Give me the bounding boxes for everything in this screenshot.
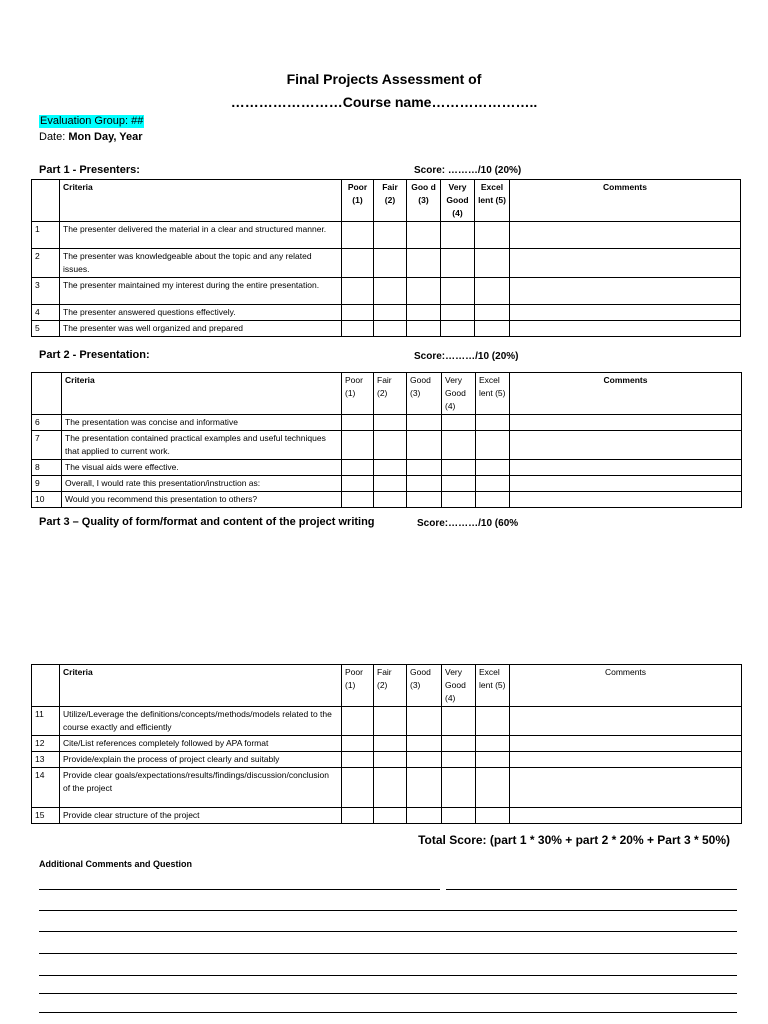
rating-cell[interactable] xyxy=(342,278,374,305)
part3-score: Score:………/10 (60% xyxy=(417,518,519,529)
rating-cell[interactable] xyxy=(476,476,510,492)
rating-header-very-good: Very Good (4) xyxy=(442,665,476,707)
rating-cell[interactable] xyxy=(442,476,476,492)
rating-cell[interactable] xyxy=(476,492,510,508)
rating-header-very-good: Very Good (4) xyxy=(442,373,476,415)
comment-line[interactable] xyxy=(39,993,737,994)
comment-cell[interactable] xyxy=(510,415,742,431)
rating-cell[interactable] xyxy=(442,492,476,508)
rating-header-fair: Fair (2) xyxy=(374,665,407,707)
date-value: Mon Day, Year xyxy=(68,131,143,143)
criterion-text: Utilize/Leverage the definitions/concepts/methods/models related to the course exactly and efficiently xyxy=(60,707,342,736)
rating-header-good: Goo d (3) xyxy=(407,180,441,222)
part2-title: Part 2 - Presentation: xyxy=(39,349,150,361)
rating-cell[interactable] xyxy=(407,415,442,431)
criterion-text: Provide clear structure of the project xyxy=(60,808,342,824)
table-row xyxy=(32,460,742,476)
rating-cell[interactable] xyxy=(476,736,510,752)
comment-cell[interactable] xyxy=(510,249,741,278)
rating-cell[interactable] xyxy=(374,492,407,508)
comment-cell[interactable] xyxy=(510,707,742,736)
table-row xyxy=(32,305,741,321)
criterion-text: Provide clear goals/expectations/results/findings/discussion/conclusion of the project xyxy=(60,768,342,808)
criterion-text: The presentation was concise and informative xyxy=(62,415,342,431)
additional-comments-label: Additional Comments and Question xyxy=(39,859,193,869)
row-number: 9 xyxy=(32,476,62,492)
rating-cell[interactable] xyxy=(442,752,476,768)
table-row xyxy=(32,707,742,736)
rating-cell[interactable] xyxy=(407,808,442,824)
comment-cell[interactable] xyxy=(510,736,742,752)
criterion-text: Provide/explain the process of project clearly and suitably xyxy=(60,752,342,768)
rating-cell[interactable] xyxy=(374,321,407,337)
row-number: 12 xyxy=(32,736,60,752)
rating-cell[interactable] xyxy=(407,736,442,752)
comment-line[interactable] xyxy=(39,931,737,932)
rating-cell[interactable] xyxy=(442,415,476,431)
table-row xyxy=(32,278,741,305)
table-row xyxy=(32,768,742,808)
rating-cell[interactable] xyxy=(475,249,510,278)
rating-cell[interactable] xyxy=(342,222,374,249)
rating-cell[interactable] xyxy=(342,768,374,808)
rating-cell[interactable] xyxy=(374,431,407,460)
comments-header: Comments xyxy=(510,180,741,222)
row-number: 4 xyxy=(32,305,60,321)
criterion-text: The presenter answered questions effectively. xyxy=(60,305,342,321)
rating-cell[interactable] xyxy=(476,431,510,460)
rating-cell[interactable] xyxy=(342,752,374,768)
row-number: 3 xyxy=(32,278,60,305)
rating-cell[interactable] xyxy=(374,249,407,278)
table-row xyxy=(32,476,742,492)
rating-cell[interactable] xyxy=(342,431,374,460)
rating-cell[interactable] xyxy=(442,707,476,736)
rating-cell[interactable] xyxy=(441,222,475,249)
comment-line[interactable] xyxy=(39,975,737,976)
rating-cell[interactable] xyxy=(342,415,374,431)
rating-header-excellent: Excel lent (5) xyxy=(475,180,510,222)
row-number: 13 xyxy=(32,752,60,768)
rating-header-excellent: Excel lent (5) xyxy=(476,665,510,707)
comment-cell[interactable] xyxy=(510,222,741,249)
rating-header-poor: Poor (1) xyxy=(342,180,374,222)
part1-table xyxy=(31,179,741,337)
comment-cell[interactable] xyxy=(510,476,742,492)
row-number: 10 xyxy=(32,492,62,508)
rating-cell[interactable] xyxy=(342,249,374,278)
table-row xyxy=(32,249,741,278)
rating-header-fair: Fair (2) xyxy=(374,373,407,415)
date-label: Date: xyxy=(39,131,69,143)
comment-line[interactable] xyxy=(39,953,737,954)
rating-cell[interactable] xyxy=(374,305,407,321)
rating-cell[interactable] xyxy=(407,460,442,476)
rating-cell[interactable] xyxy=(476,768,510,808)
rating-cell[interactable] xyxy=(342,707,374,736)
rating-cell[interactable] xyxy=(374,736,407,752)
rating-cell[interactable] xyxy=(476,460,510,476)
table-row xyxy=(32,321,741,337)
rating-cell[interactable] xyxy=(374,278,407,305)
row-number: 5 xyxy=(32,321,60,337)
comments-header: Comments xyxy=(510,373,742,415)
rating-cell[interactable] xyxy=(374,707,407,736)
comment-line[interactable] xyxy=(39,1012,737,1013)
rating-cell[interactable] xyxy=(476,415,510,431)
criterion-text: The presenter was well organized and prepared xyxy=(60,321,342,337)
criterion-text: The presenter was knowledgeable about the topic and any related issues. xyxy=(60,249,342,278)
rating-cell[interactable] xyxy=(441,249,475,278)
row-number: 15 xyxy=(32,808,60,824)
rating-cell[interactable] xyxy=(342,492,374,508)
rating-cell[interactable] xyxy=(374,752,407,768)
criterion-text: The presenter delivered the material in a clear and structured manner. xyxy=(60,222,342,249)
rating-cell[interactable] xyxy=(442,808,476,824)
comment-cell[interactable] xyxy=(510,305,741,321)
criterion-text: Would you recommend this presentation to others? xyxy=(62,492,342,508)
rating-cell[interactable] xyxy=(475,321,510,337)
part2-score: Score:………/10 (20%) xyxy=(414,351,519,362)
evaluation-group: Evaluation Group: ## xyxy=(40,115,144,127)
rating-header-poor: Poor (1) xyxy=(342,373,374,415)
rating-header-very-good: Very Good (4) xyxy=(441,180,475,222)
table-header-row xyxy=(32,373,742,415)
rating-cell[interactable] xyxy=(407,768,442,808)
rating-cell[interactable] xyxy=(407,752,442,768)
table-row xyxy=(32,736,742,752)
table-header-row xyxy=(32,665,742,707)
rating-cell[interactable] xyxy=(475,278,510,305)
rating-cell[interactable] xyxy=(441,278,475,305)
rating-cell[interactable] xyxy=(442,768,476,808)
table-header-row xyxy=(32,180,741,222)
rating-cell[interactable] xyxy=(407,278,441,305)
row-number: 8 xyxy=(32,460,62,476)
comment-cell[interactable] xyxy=(510,321,741,337)
rating-cell[interactable] xyxy=(374,808,407,824)
course-name-title: ……………………Course name………………….. xyxy=(230,94,538,110)
rating-header-good: Good (3) xyxy=(407,665,442,707)
criteria-header: Criteria xyxy=(60,180,342,222)
comment-line[interactable] xyxy=(446,889,737,890)
rating-header-good: Good (3) xyxy=(407,373,442,415)
rating-cell[interactable] xyxy=(342,736,374,752)
rating-cell[interactable] xyxy=(407,492,442,508)
rating-cell[interactable] xyxy=(407,476,442,492)
rating-cell[interactable] xyxy=(476,707,510,736)
rating-cell[interactable] xyxy=(342,476,374,492)
comment-line[interactable] xyxy=(39,910,737,911)
rating-cell[interactable] xyxy=(407,321,441,337)
table-row xyxy=(32,492,742,508)
comments-header: Comments xyxy=(510,665,742,707)
rating-cell[interactable] xyxy=(442,460,476,476)
rating-cell[interactable] xyxy=(374,460,407,476)
rating-cell[interactable] xyxy=(476,808,510,824)
page-title: Final Projects Assessment of xyxy=(286,71,482,87)
criterion-text: Cite/List references completely followed by APA format xyxy=(60,736,342,752)
rating-cell[interactable] xyxy=(407,222,441,249)
rating-cell[interactable] xyxy=(476,752,510,768)
row-number: 6 xyxy=(32,415,62,431)
date-line xyxy=(39,131,143,143)
comment-cell[interactable] xyxy=(510,431,742,460)
rating-cell[interactable] xyxy=(441,321,475,337)
rating-cell[interactable] xyxy=(441,305,475,321)
rating-cell[interactable] xyxy=(374,415,407,431)
table-row xyxy=(32,415,742,431)
rating-cell[interactable] xyxy=(475,222,510,249)
rating-cell[interactable] xyxy=(442,736,476,752)
rating-cell[interactable] xyxy=(374,476,407,492)
rating-header-fair: Fair (2) xyxy=(374,180,407,222)
rating-cell[interactable] xyxy=(407,431,442,460)
criterion-text: Overall, I would rate this presentation/instruction as: xyxy=(62,476,342,492)
row-number: 1 xyxy=(32,222,60,249)
part1-score: Score: ………/10 (20%) xyxy=(414,165,522,176)
row-number: 7 xyxy=(32,431,62,460)
comment-line[interactable] xyxy=(39,889,440,890)
rating-cell[interactable] xyxy=(342,460,374,476)
comment-cell[interactable] xyxy=(510,808,742,824)
criteria-header: Criteria xyxy=(62,373,342,415)
rating-header-excellent: Excel lent (5) xyxy=(476,373,510,415)
rating-cell[interactable] xyxy=(374,222,407,249)
row-number: 14 xyxy=(32,768,60,808)
table-row xyxy=(32,222,741,249)
table-row xyxy=(32,431,742,460)
rating-cell[interactable] xyxy=(475,305,510,321)
rating-cell[interactable] xyxy=(374,768,407,808)
table-row xyxy=(32,752,742,768)
part3-table xyxy=(31,664,742,824)
criteria-header: Criteria xyxy=(60,665,342,707)
rating-cell[interactable] xyxy=(407,707,442,736)
comment-cell[interactable] xyxy=(510,460,742,476)
comment-cell[interactable] xyxy=(510,768,742,808)
criterion-text: The presenter maintained my interest during the entire presentation. xyxy=(60,278,342,305)
rating-cell[interactable] xyxy=(407,249,441,278)
comment-cell[interactable] xyxy=(510,492,742,508)
comment-cell[interactable] xyxy=(510,278,741,305)
comment-cell[interactable] xyxy=(510,752,742,768)
criterion-text: The visual aids were effective. xyxy=(62,460,342,476)
part3-title: Part 3 – Quality of form/format and content of the project writing xyxy=(39,516,375,528)
rating-cell[interactable] xyxy=(407,305,441,321)
rating-cell[interactable] xyxy=(342,305,374,321)
criterion-text: The presentation contained practical examples and useful techniques that applied to current work. xyxy=(62,431,342,460)
table-row xyxy=(32,808,742,824)
row-number: 2 xyxy=(32,249,60,278)
part1-title: Part 1 - Presenters: xyxy=(39,164,140,176)
total-score: Total Score: (part 1 * 30% + part 2 * 20% + Part 3 * 50%) xyxy=(418,833,730,847)
part2-table xyxy=(31,372,742,508)
rating-cell[interactable] xyxy=(342,321,374,337)
rating-cell[interactable] xyxy=(442,431,476,460)
rating-header-poor: Poor (1) xyxy=(342,665,374,707)
rating-cell[interactable] xyxy=(342,808,374,824)
row-number: 11 xyxy=(32,707,60,736)
